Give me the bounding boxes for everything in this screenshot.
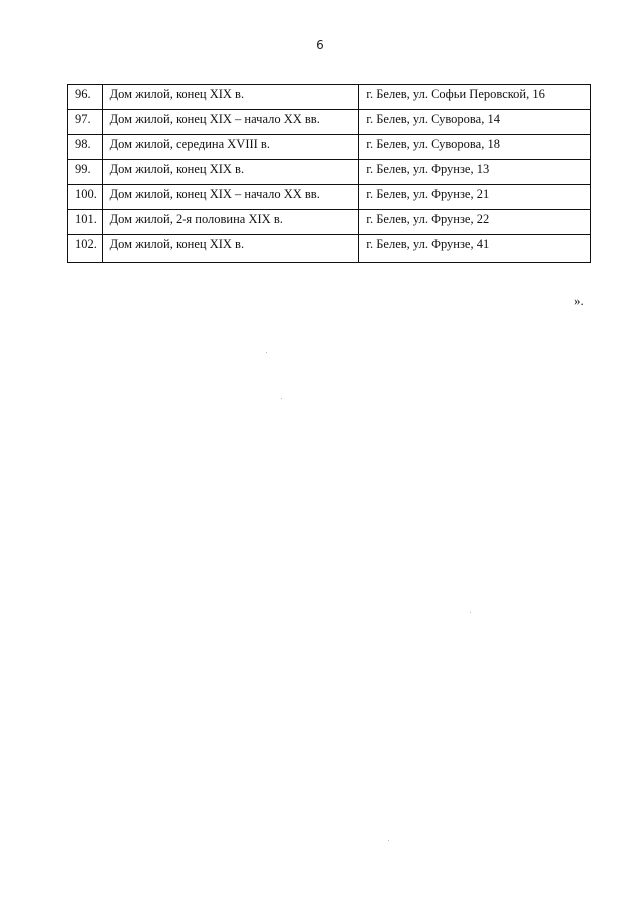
object-address: г. Белев, ул. Фрунзе, 21 xyxy=(359,185,591,210)
object-name: Дом жилой, конец XIX – начало XX вв. xyxy=(102,110,359,135)
row-number: 98. xyxy=(68,135,103,160)
row-number: 97. xyxy=(68,110,103,135)
object-name: Дом жилой, середина XVIII в. xyxy=(102,135,359,160)
row-number: 99. xyxy=(68,160,103,185)
row-number: 100. xyxy=(68,185,103,210)
object-address: г. Белев, ул. Фрунзе, 13 xyxy=(359,160,591,185)
scan-speck xyxy=(266,352,267,353)
object-name: Дом жилой, 2-я половина XIX в. xyxy=(102,210,359,235)
scan-speck xyxy=(281,398,282,399)
table-row xyxy=(68,85,591,110)
object-name: Дом жилой, конец XIX – начало XX вв. xyxy=(102,185,359,210)
page-number: 6 xyxy=(316,38,324,52)
row-number: 101. xyxy=(68,210,103,235)
object-name: Дом жилой, конец XIX в. xyxy=(102,235,359,263)
scan-speck xyxy=(470,612,471,613)
object-name: Дом жилой, конец XIX в. xyxy=(102,160,359,185)
table-row xyxy=(68,210,591,235)
object-name: Дом жилой, конец XIX в. xyxy=(102,85,359,110)
table-row xyxy=(68,185,591,210)
row-number: 96. xyxy=(68,85,103,110)
scan-speck xyxy=(388,840,389,841)
object-address: г. Белев, ул. Суворова, 18 xyxy=(359,135,591,160)
object-address: г. Белев, ул. Фрунзе, 22 xyxy=(359,210,591,235)
table-row xyxy=(68,235,591,263)
object-address: г. Белев, ул. Фрунзе, 41 xyxy=(359,235,591,263)
heritage-register-table xyxy=(67,84,591,263)
table-row xyxy=(68,110,591,135)
object-address: г. Белев, ул. Суворова, 14 xyxy=(359,110,591,135)
table-row xyxy=(68,135,591,160)
object-address: г. Белев, ул. Софьи Перовской, 16 xyxy=(359,85,591,110)
table-row xyxy=(68,160,591,185)
row-number: 102. xyxy=(68,235,103,263)
closing-quote-mark: ». xyxy=(574,293,584,308)
